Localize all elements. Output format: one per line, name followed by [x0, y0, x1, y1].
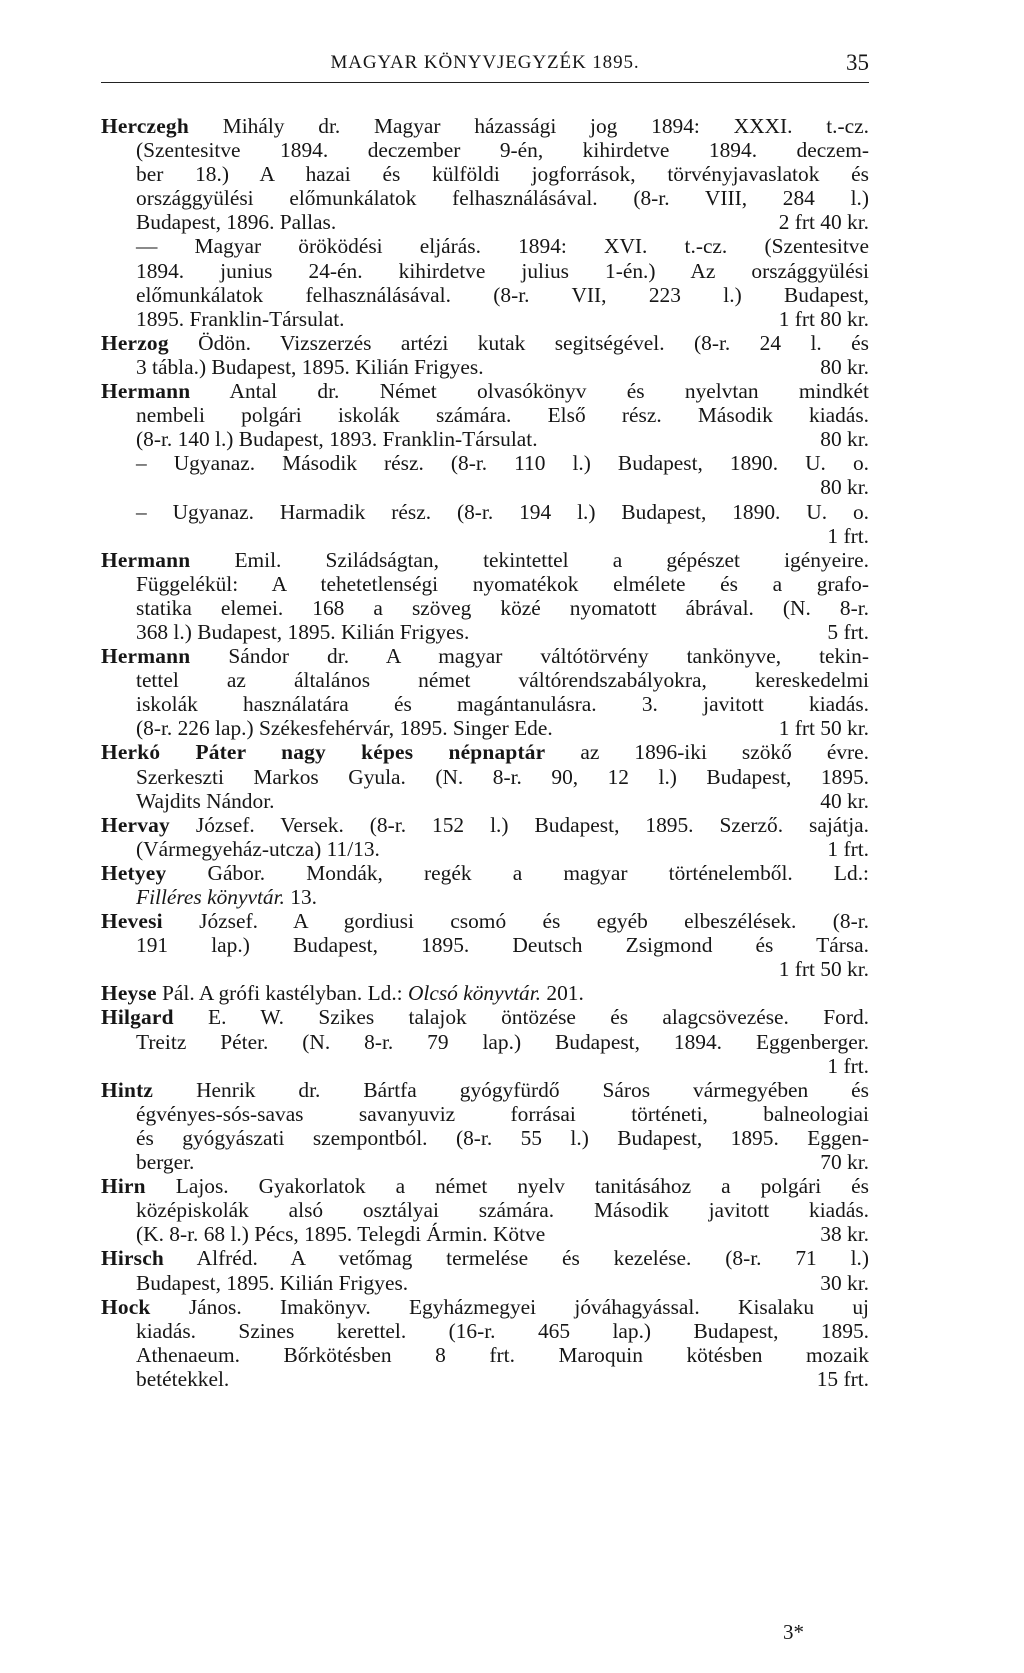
entry-text: 191 lap.) Budapest, 1895. Deutsch Zsigmond és Társa.: [136, 933, 869, 958]
entry-text: 80 kr.: [820, 475, 869, 500]
entry-line: [101, 1271, 869, 1295]
header-rule: [101, 82, 869, 83]
price: 1 frt 50 kr.: [778, 716, 869, 741]
entry-heading: Hirn: [101, 1174, 146, 1199]
entry-heading: Herkó Páter nagy képes népnaptár: [101, 740, 546, 765]
entry-text: betétekkel.: [136, 1366, 230, 1391]
catalogue-entry: [101, 1174, 869, 1246]
entry-text: ber 18.) A hazai és külföldi jogforrások, törvényjavaslatok és: [136, 162, 869, 187]
entry-line: [101, 933, 869, 957]
entry-text: (Vármegyeház-utcza) 11/13.: [136, 836, 380, 861]
entry-line: [101, 427, 869, 451]
price: 40 kr.: [820, 788, 869, 813]
entry-text: tettel az általános német váltórendszabályokra, kereskedelmi: [136, 668, 869, 693]
entry-text: Lajos. Gyakorlatok a német nyelv tanitásához a polgári és: [145, 1174, 869, 1199]
entry-text: Sándor dr. A magyar váltótörvény tankönyve, tekin-: [190, 644, 869, 669]
entry-text: 1895. Franklin-Társulat.: [136, 306, 345, 331]
entry-text: égvényes-sós-savas savanyuviz forrásai történeti, balneologiai: [136, 1101, 869, 1126]
entry-heading: Hintz: [101, 1077, 154, 1102]
entry-line: [101, 572, 869, 596]
catalogue-entry: [101, 331, 869, 379]
price: 30 kr.: [820, 1270, 869, 1295]
entry-line: [101, 644, 869, 668]
entry-line: [101, 1319, 869, 1343]
entry-text: (8-r. 226 lap.) Székesfehérvár, 1895. Singer Ede.: [136, 716, 553, 741]
catalogue-entry: [101, 1078, 869, 1174]
entry-line: [101, 500, 869, 524]
entry-text: (Szentesitve 1894. deczember 9-én, kihirdetve 1894. deczem-: [136, 138, 869, 163]
price: 38 kr.: [820, 1222, 869, 1247]
catalogue-entry: [101, 1246, 869, 1294]
entry-text: Pál. A grófi kastélyban. Ld.:: [156, 981, 408, 1006]
entry-line: [101, 1005, 869, 1029]
entry-line: [101, 475, 869, 499]
entry-text: – Ugyanaz. Harmadik rész. (8-r. 194 l.) Budapest, 1890. U. o.: [136, 499, 869, 524]
entry-line: [101, 1295, 869, 1319]
price: 80 kr.: [820, 427, 869, 452]
page-number: 35: [846, 50, 869, 75]
entry-line: [101, 813, 869, 837]
entry-heading: Heyse: [101, 981, 157, 1006]
price: 15 frt.: [816, 1366, 869, 1391]
entry-heading: Hermann: [101, 644, 191, 669]
entry-line: [101, 1030, 869, 1054]
entry-text: – Ugyanaz. Második rész. (8-r. 110 l.) Budapest, 1890. U. o.: [136, 451, 869, 476]
price: 80 kr.: [820, 354, 869, 379]
entry-line: [101, 596, 869, 620]
entry-text: Mihály dr. Magyar házassági jog 1894: XXXI. t.-cz.: [188, 114, 869, 138]
entry-line: [101, 451, 869, 475]
entry-text: 1 frt 50 kr.: [778, 957, 869, 982]
entry-heading: Hirsch: [101, 1246, 164, 1271]
entry-line: [101, 1198, 869, 1222]
entry-line: [101, 331, 869, 355]
entry-line: [101, 403, 869, 427]
entry-line: [101, 138, 869, 162]
catalogue-entry: [101, 500, 869, 548]
entry-line: [101, 957, 869, 981]
catalogue-entry: [101, 861, 869, 909]
entry-text: Athenaeum. Bőrkötésben 8 frt. Maroquin kötésben mozaik: [136, 1342, 869, 1367]
catalogue-entry: [101, 451, 869, 499]
entry-line: [101, 692, 869, 716]
entry-line: [101, 716, 869, 740]
entry-text: József. A gordiusi csomó és egyéb elbeszélések. (8-r.: [162, 909, 869, 934]
catalogue-entry: [101, 909, 869, 981]
entry-line: [101, 1126, 869, 1150]
entry-text: előmunkálatok felhasználásával. (8-r. VII, 223 l.) Budapest,: [136, 282, 869, 307]
catalogue-entry: [101, 740, 869, 812]
entry-line: [101, 1343, 869, 1367]
entry-text: Budapest, 1895. Kilián Frigyes.: [136, 1270, 409, 1295]
entry-text: 3 tábla.) Budapest, 1895. Kilián Frigyes.: [136, 354, 484, 379]
entry-line: [101, 765, 869, 789]
entry-line: [101, 524, 869, 548]
entry-heading: Hilgard: [101, 1005, 174, 1030]
catalogue-entry: [101, 548, 869, 644]
entry-text: — Magyar öröködési eljárás. 1894: XVI. t.-cz. (Szentesitve: [136, 234, 869, 259]
entry-text: Treitz Péter. (N. 8-r. 79 lap.) Budapest, 1894. Eggenberger.: [136, 1029, 869, 1054]
entry-heading: Hetyey: [101, 860, 167, 885]
entry-text: (K. 8-r. 68 l.) Pécs, 1895. Telegdi Ármin. Kötve: [136, 1222, 546, 1247]
printer-signature-mark: 3*: [783, 1620, 804, 1644]
entry-heading: Hervay: [101, 812, 170, 837]
entry-line: [101, 620, 869, 644]
catalogue-entry: [101, 644, 869, 740]
entry-line: [101, 234, 869, 258]
entry-text: statika elemei. 168 a szöveg közé nyomatott ábrával. (N. 8-r.: [136, 595, 869, 620]
catalogue-entry: [101, 1005, 869, 1077]
entry-line: [101, 1174, 869, 1198]
entry-text: berger.: [136, 1150, 195, 1175]
entry-line: [101, 668, 869, 692]
entry-text: 1 frt.: [827, 523, 869, 548]
catalogue-entry: [101, 379, 869, 451]
entry-text: 13.: [284, 885, 317, 909]
entry-line: [101, 861, 869, 885]
entry-heading: Hermann: [101, 379, 191, 404]
entry-heading: Hermann: [101, 547, 191, 572]
entry-line: [101, 186, 869, 210]
entry-text: iskolák használatára és magántanulásra. 3. javitott kiadás.: [136, 692, 869, 717]
entry-text: 368 l.) Budapest, 1895. Kilián Frigyes.: [136, 619, 470, 644]
entry-line: [101, 1246, 869, 1270]
entry-line: [101, 1078, 869, 1102]
entry-text: (8-r. 140 l.) Budapest, 1893. Franklin-Társulat.: [136, 427, 538, 452]
entry-line: [101, 259, 869, 283]
entry-text: Emil. Sziládságtan, tekintettel a gépészet igényeire.: [190, 547, 869, 572]
entry-line: [101, 789, 869, 813]
entry-text: az 1896-iki szökő évre.: [545, 740, 869, 765]
entry-line: [101, 162, 869, 186]
series-title: Filléres könyvtár.: [136, 885, 285, 909]
price: 1 frt 80 kr.: [778, 306, 869, 331]
catalogue-entry: [101, 981, 869, 1005]
entry-text: 201.: [541, 981, 584, 1006]
entry-line: [101, 548, 869, 572]
entry-text: Szerkeszti Markos Gyula. (N. 8-r. 90, 12 l.) Budapest, 1895.: [136, 764, 869, 789]
catalogue-entry: [101, 1295, 869, 1391]
entry-line: [101, 379, 869, 403]
entry-line: [101, 1150, 869, 1174]
entry-text: Antal dr. Német olvasókönyv és nyelvtan mindkét: [190, 379, 869, 404]
entry-line: [101, 1367, 869, 1391]
price: 1 frt.: [827, 836, 869, 861]
entry-line: [101, 355, 869, 379]
entry-text: 1894. junius 24-én. kihirdetve julius 1-én.) Az országgyülési: [136, 258, 869, 283]
price: 5 frt.: [827, 619, 869, 644]
entry-heading: Herczegh: [101, 114, 189, 138]
entry-text: középiskolák alsó osztályai számára. Második javitott kiadás.: [136, 1198, 869, 1223]
entry-text: Ödön. Vizszerzés artézi kutak segitségével. (8-r. 24 l. és: [168, 330, 869, 355]
entry-line: [101, 1222, 869, 1246]
entry-text: Gábor. Mondák, regék a magyar történelemből. Ld.:: [166, 860, 869, 885]
entry-text: János. Imakönyv. Egyházmegyei jóváhagyással. Kisalaku uj: [150, 1294, 869, 1319]
entry-heading: Hevesi: [101, 909, 163, 934]
entry-text: országgyülési előmunkálatok felhasználásával. (8-r. VIII, 284 l.): [136, 186, 869, 211]
entry-line: [101, 909, 869, 933]
entry-line: [101, 307, 869, 331]
entry-text: kiadás. Szines kerettel. (16-r. 465 lap.) Budapest, 1895.: [136, 1318, 869, 1343]
catalogue-entries: [101, 114, 869, 1391]
entry-line: [101, 210, 869, 234]
entry-line: [101, 1054, 869, 1078]
series-title: Olcsó könyvtár.: [407, 981, 542, 1006]
entry-line: [101, 837, 869, 861]
catalogue-entry: [101, 234, 869, 330]
entry-text: 1 frt.: [827, 1053, 869, 1078]
running-title: MAGYAR KÖNYVJEGYZÉK 1895.: [330, 52, 640, 73]
catalogue-entry: [101, 114, 869, 234]
entry-heading: Herzog: [101, 330, 169, 355]
entry-text: Wajdits Nándor.: [136, 788, 275, 813]
entry-text: E. W. Szikes talajok öntözése és alagcsövezése. Ford.: [173, 1005, 869, 1030]
page-header: [101, 44, 869, 82]
entry-text: Budapest, 1896. Pallas.: [136, 210, 337, 235]
entry-line: [101, 1102, 869, 1126]
catalogue-entry: [101, 813, 869, 861]
entry-text: Alfréd. A vetőmag termelése és kezelése. (8-r. 71 l.): [164, 1246, 869, 1271]
entry-text: és gyógyászati szempontból. (8-r. 55 l.) Budapest, 1895. Eggen-: [136, 1125, 869, 1150]
price: 2 frt 40 kr.: [778, 210, 869, 235]
entry-line: [101, 885, 869, 909]
entry-line: [101, 114, 869, 138]
entry-line: [101, 283, 869, 307]
entry-text: Henrik dr. Bártfa gyógyfürdő Sáros vármegyében és: [153, 1077, 869, 1102]
entry-text: Függelékül: A tehetetlenségi nyomatékok elmélete és a grafo-: [136, 571, 869, 596]
entry-heading: Hock: [101, 1294, 151, 1319]
entry-line: [101, 981, 869, 1005]
entry-line: [101, 740, 869, 764]
entry-text: József. Versek. (8-r. 152 l.) Budapest, 1895. Szerző. sajátja.: [169, 812, 869, 837]
entry-text: nembeli polgári iskolák számára. Első rész. Második kiadás.: [136, 403, 869, 428]
price: 70 kr.: [820, 1150, 869, 1175]
